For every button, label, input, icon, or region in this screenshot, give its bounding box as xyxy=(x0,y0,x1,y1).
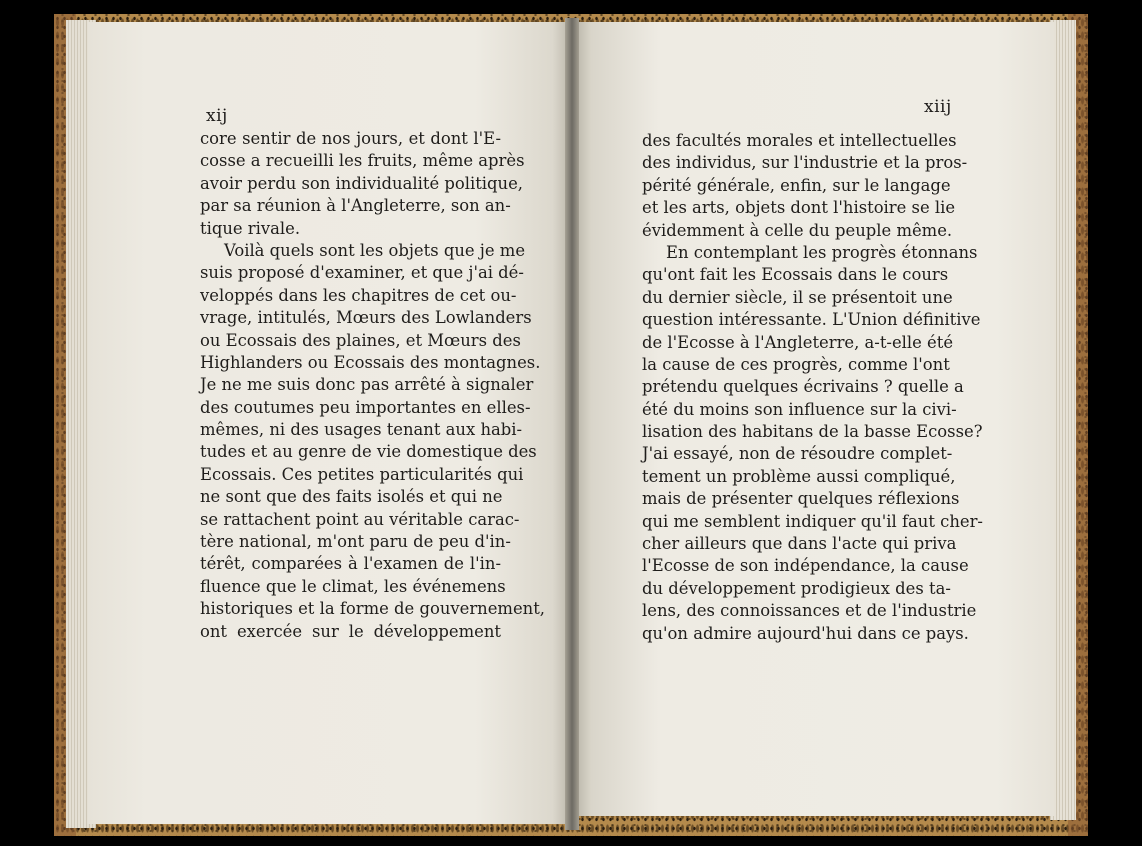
text-line: veloppés dans les chapitres de cet ou- xyxy=(200,285,517,305)
text-line: prétendu quelques écrivains ? quelle a xyxy=(642,377,964,397)
text-line: qu'ont fait les Ecossais dans le cours xyxy=(642,265,949,285)
left-page-text xyxy=(200,128,546,643)
text-line: ou Ecossais des plaines, et Mœurs des xyxy=(200,330,521,350)
text-line: des individus, sur l'industrie et la pros- xyxy=(642,153,968,173)
text-line: mêmes, ni des usages tenant aux habi- xyxy=(200,420,523,440)
text-line: Voilà quels sont les objets que je me xyxy=(224,240,526,260)
text-line: tère national, m'ont paru de peu d'in- xyxy=(200,532,511,552)
text-line: qu'on admire aujourd'hui dans ce pays. xyxy=(642,623,969,643)
text-line: tement un problème aussi compliqué, xyxy=(642,466,956,486)
text-line: tique rivale. xyxy=(200,218,301,238)
text-line: suis proposé d'examiner, et que j'ai dé- xyxy=(200,263,524,283)
text-line: des coutumes peu importantes en elles- xyxy=(200,397,531,417)
text-line: mais de présenter quelques réflexions xyxy=(642,489,960,509)
text-line: qui me semblent indiquer qu'il faut cher- xyxy=(642,511,983,531)
text-line: ont exercée sur le développement xyxy=(200,621,501,641)
text-line: ne sont que des faits isolés et qui ne xyxy=(200,487,503,507)
text-line: des facultés morales et intellectuelles xyxy=(642,131,957,150)
text-line: avoir perdu son individualité politique, xyxy=(200,173,523,193)
text-line: et les arts, objets dont l'histoire se lie xyxy=(642,198,956,218)
text-line: J'ai essayé, non de résoudre complet- xyxy=(642,444,953,464)
text-line: la cause de ces progrès, comme l'ont xyxy=(642,354,950,374)
text-line: térêt, comparées à l'examen de l'in- xyxy=(200,554,501,574)
text-line: cher ailleurs que dans l'acte qui priva xyxy=(642,534,957,554)
text-line: core sentir de nos jours, et dont l'E- xyxy=(200,129,501,148)
text-line: tudes et au genre de vie domestique des xyxy=(200,442,537,462)
text-line: du développement prodigieux des ta- xyxy=(642,578,951,598)
text-line: du dernier siècle, il se présentoit une xyxy=(642,287,953,307)
book-gutter xyxy=(565,18,579,830)
text-line: l'Ecosse de son indépendance, la cause xyxy=(642,556,969,576)
text-line: historiques et la forme de gouvernement, xyxy=(200,599,546,619)
text-line: cosse a recueilli les fruits, même après xyxy=(200,151,525,171)
text-line: fluence que le climat, les événemens xyxy=(200,576,506,596)
right-page-number: xiij xyxy=(924,97,952,117)
text-line: par sa réunion à l'Angleterre, son an- xyxy=(200,196,511,216)
text-line: lisation des habitans de la basse Ecosse? xyxy=(642,422,983,442)
text-line: Ecossais. Ces petites particularités qui xyxy=(200,464,524,484)
text-line: En contemplant les progrès étonnans xyxy=(666,242,978,262)
text-line: question intéressante. L'Union définitive xyxy=(642,310,981,330)
text-line: se rattachent point au véritable carac- xyxy=(200,509,520,529)
text-line: Highlanders ou Ecossais des montagnes. xyxy=(200,352,541,372)
text-line: évidemment à celle du peuple même. xyxy=(642,220,953,240)
left-page-number: xij xyxy=(206,106,228,126)
text-line: lens, des connoissances et de l'industrie xyxy=(642,601,977,621)
text-line: de l'Ecosse à l'Angleterre, a-t-elle été xyxy=(642,332,954,352)
text-line: été du moins son influence sur la civi- xyxy=(642,399,957,419)
text-line: vrage, intitulés, Mœurs des Lowlanders xyxy=(200,308,532,328)
text-line: Je ne me suis donc pas arrêté à signaler xyxy=(200,375,534,395)
right-page-text xyxy=(642,130,983,645)
text-line: périté générale, enfin, sur le langage xyxy=(642,175,951,195)
